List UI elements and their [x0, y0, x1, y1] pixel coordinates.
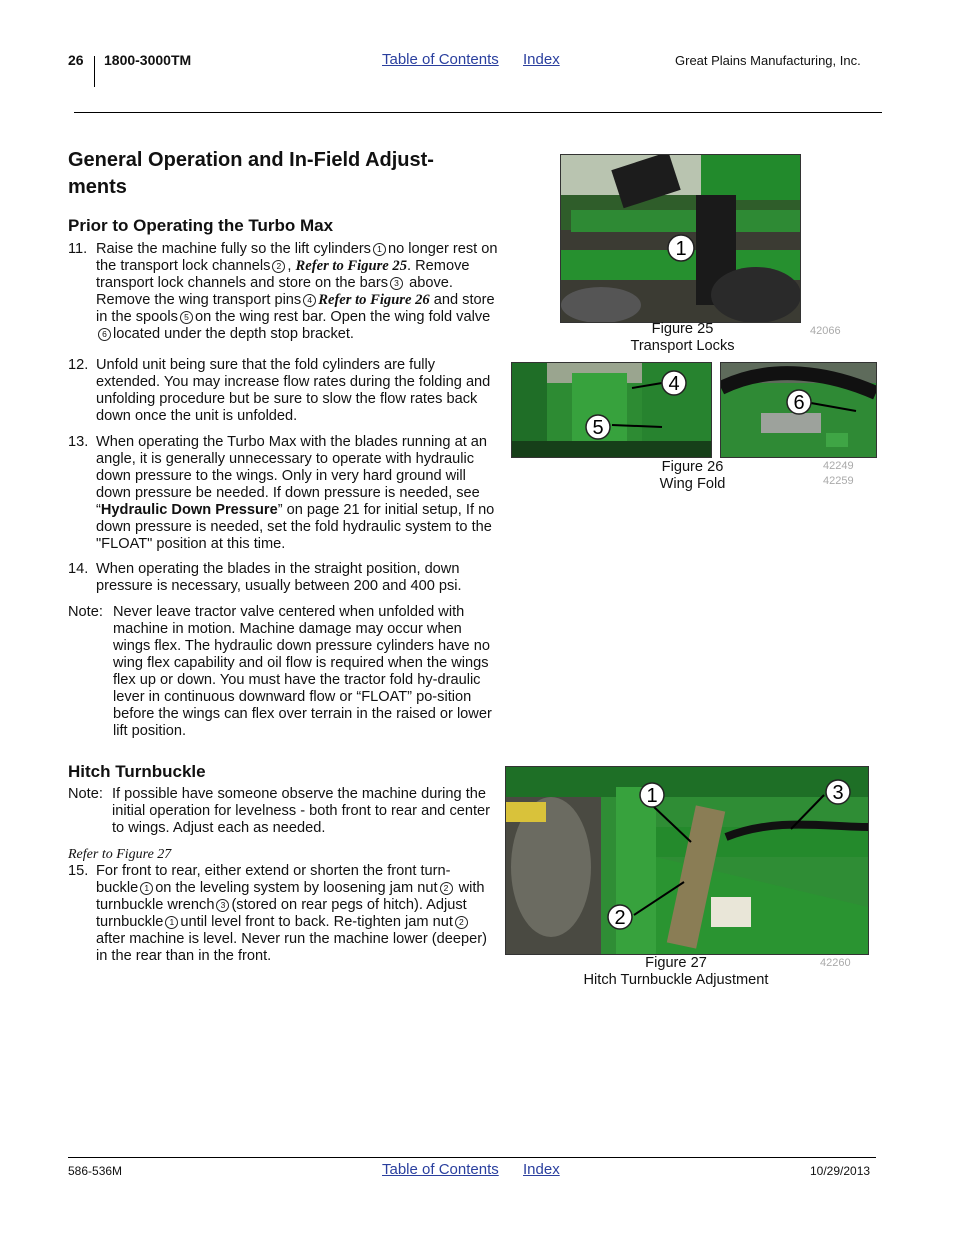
figure-26-photo-right [720, 362, 877, 458]
footer-date: 10/29/2013 [810, 1164, 871, 1178]
callout-3-label: 3 [832, 782, 844, 804]
toc-link[interactable]: Table of Contents [382, 51, 499, 68]
callout-1-label: 1 [675, 238, 687, 260]
refer-figure-25[interactable]: Refer to Figure 25 [295, 258, 408, 274]
footer-toc-link[interactable]: Table of Contents [382, 1161, 499, 1178]
hitch-heading: Hitch Turnbuckle [68, 762, 206, 781]
figure-25-caption: Figure 25 Transport Locks [630, 321, 735, 354]
doc-number: 586-536M [68, 1164, 123, 1178]
hitch-note: Note: If possible have someone observe the machine during the initial operation for levelness - both front to rear and center to wings. Adjust each as needed. [68, 786, 491, 836]
step-12: 12. Unfold unit being sure that the fold cylinders are fully extended. You may increase flow rates during the folding and unfolding procedure but be sure to slow the flow rates back down once the unit is unfolded. [68, 357, 491, 424]
callout-4-label: 4 [668, 373, 680, 395]
callout-6-label: 6 [793, 392, 805, 414]
figure-26-caption: Figure 26 Wing Fold [659, 459, 726, 492]
section-title: General Operation and In-Field Adjust- ments [68, 149, 434, 198]
footer-rule [68, 1157, 876, 1158]
figure-25-photo [560, 154, 801, 323]
callout-2-label: 2 [614, 907, 626, 929]
header-rule [74, 112, 882, 113]
figure-25-id: 42066 [810, 325, 841, 337]
step-14: 14. When operating the blades in the straight position, down pressure is necessary, usually between 200 and 400 psi. [68, 561, 462, 594]
figure-26-photo-left [511, 362, 712, 458]
callout-1-label: 1 [646, 785, 658, 807]
step-15: 15. For front to rear, either extend or shorten the front turn-buckle 1 on the leveling system by loosening jam nut 2 with turnbuckle wrench 3 (stored on rear pegs of hitch). Adjust turnbuckle 1 until level front to back. Re-tighten jam nut 2after machine is level. Never run the machine lower (deeper) in the rear than in the front. [68, 863, 487, 964]
hydraulic-down-pressure-ref: Hydraulic Down Pressure [100, 502, 278, 518]
step-11: 11. Raise the machine fully so the lift cylinders 1 no longer rest on the transport lock channels 2 , Refer to Figure 25. Remove transport lock channels and store on the bars 3 above. Remove the wing transport pins 4 Refer to Figure 26 and store in the spools 5 on the wing rest bar. Open the wing fold valve6 located under the depth stop bracket. [68, 241, 498, 342]
figure-27-id: 42260 [820, 957, 851, 969]
prior-heading: Prior to Operating the Turbo Max [68, 216, 334, 235]
header-divider [94, 56, 95, 87]
index-link[interactable]: Index [523, 51, 560, 68]
step-13: 13. When operating the Turbo Max with the blades running at an angle, it is generally unnecessary to operate with hydraulic down pressure to the wings. Only in very hard ground will down pressure be needed. If down pressure is needed, see “Hydraulic Down Pressure” on page 21 for initial setup, If no down pressure is needed, set the fold hydraulic system to the "FLOAT" position at this time. [68, 434, 495, 552]
fold-note: Note: Never leave tractor valve centered when unfolded with machine in motion. Machine damage may occur when wings flex. The hydraulic down pressure cylinders have no wing flex capability and oil flow is required when the wings flex up or down. You must have the tractor fold hy-draulic lever in continuous downward flow or “FLOAT” po-sition before the wings can flex over terrain in the raised or lower lift position. [68, 604, 492, 739]
footer-index-link[interactable]: Index [523, 1161, 560, 1178]
figure-26-id: 42249 42259 [823, 460, 854, 487]
company-name: Great Plains Manufacturing, Inc. [675, 53, 861, 68]
refer-figure-27[interactable]: Refer to Figure 27 [68, 847, 172, 862]
refer-figure-26[interactable]: Refer to Figure 26 [318, 292, 430, 308]
page-number: 26 [68, 52, 84, 68]
figure-27-caption: Figure 27 Hitch Turnbuckle Adjustment [583, 955, 769, 988]
model-number: 1800-3000TM [104, 52, 192, 68]
figure-27-photo [505, 766, 869, 955]
callout-5-label: 5 [592, 417, 604, 439]
